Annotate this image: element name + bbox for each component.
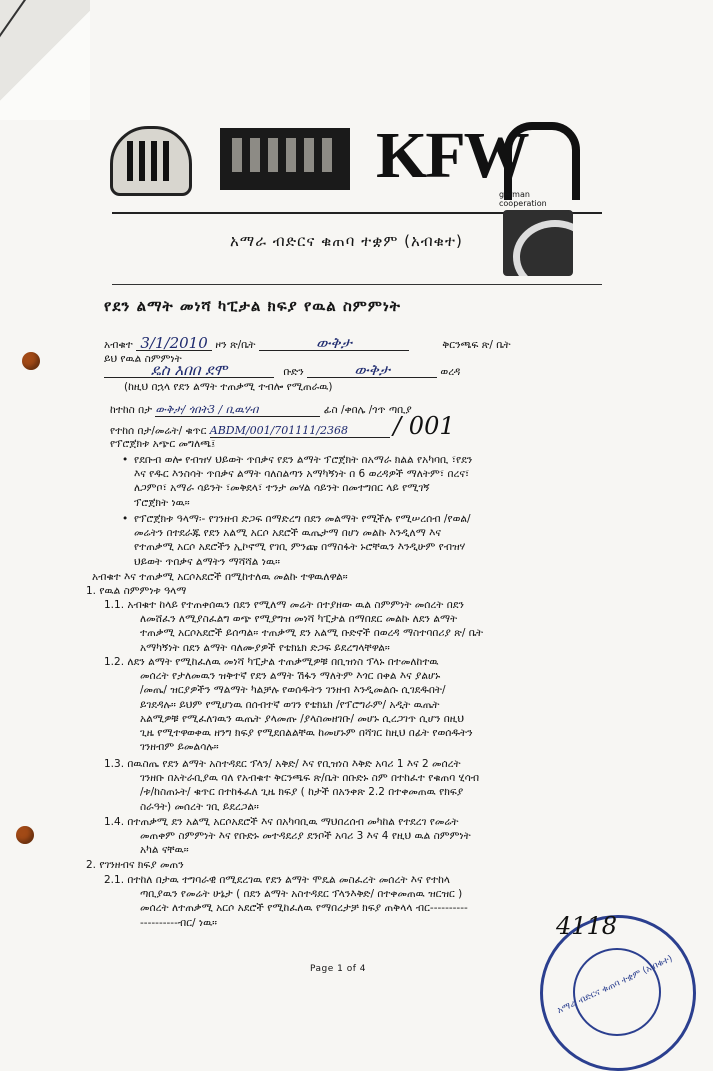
form-line-4: (ከዚህ በኋላ የደን ልማት ተጠቃሚ ተብሎ የሚጠራዉ)	[124, 381, 333, 393]
header-rule-bottom	[112, 284, 602, 285]
form-line-2: ይህ የዉል ስምምነት	[104, 353, 182, 365]
sponsor-logos	[110, 119, 590, 208]
building-logo	[220, 128, 350, 190]
amhara-region-emblem	[110, 126, 192, 196]
bullet-line: የተጠቃሚ አርሶ አደሮችን ኢኮኖሚ የገቢ ምንጩ በማስፋት ኑሮቸዉን እንዲሁም የብዝሃ	[134, 541, 466, 554]
clause-1-3: 1.3. በዉስጤ የደን ልማት አስተዳደር ፕላን/ አቅድ/ እና የቢዝነስ እቅድ አባሪ 1 እና 2 መሰረት ገንዘቡ በአትራቢያዉ ባለ የአብቁተ ቅርንጫፍ ጽ/ቤት በቡድኑ ስም በተከፈተ የቁጠባ ሂሳብ /ቱ/ከስጠኑት/ ቁጥር በተከፋፈለ ጊዜ ክፍያ ( ከታች በአንቀጽ 2.2 በተቀመጠዉ የክፍያ ስራዓት) መሰረት ገቢ ይደረጋል።	[104, 758, 480, 813]
stamp-text: አማራ ብድርና ቁጠባ ተቋም (አብቁተ)	[555, 953, 675, 1017]
bullet-line: ህይወት ጥበቃና ልማትን ማሻሻል ነዉ።	[134, 555, 280, 568]
form-line-6: የተከሰ በታ/መሬት/ ቁጥር ABDM/001/701111/2368 / 001	[110, 412, 455, 440]
folded-corner	[0, 0, 90, 120]
bullet-line: • የፕሮጀክቱ ዓላማ፡- የገንዘብ ድጋፍ በማድረግ በደን መልማት የሚችሉ የሚሠረሰብ /የወል/	[134, 512, 471, 526]
bullet-line: መሬትን በተደራጁ የደን አልሚ አርሶ አደሮች ዉጤታማ በሆነ መልኩ እንዲለማ እና	[134, 527, 441, 540]
form-line-5: ከተከስ በታ ውቅታ/ ጎበት3 / ቢዉሃብ ፊስ /ቀበሌ /ጎጥ ጣቢያ	[110, 403, 412, 416]
plot-number-field: ABDM/001/701111/2368	[210, 424, 390, 438]
clause-1-4: 1.4. በተጠቃሚ ደን አልሚ አርሶአደሮች እና በአካባቢዉ ማህበረሰብ መካከል የተደረገ የመሬት መጠቀም ስምምነት እና የቡድኑ መተዳደሪያ ደንቦች አባሪ 3 እና 4 የዚህ ዉል ስምምነት አካል ናቸዉ።	[104, 816, 471, 857]
form-line-1: አብቁተ 3/1/2010 ዞን ጽ/ቤት ውቅታ ቅርንጫፍ ጽ/ ቤት	[104, 334, 511, 352]
punch-hole	[16, 826, 34, 844]
german-cooperation-logo	[504, 122, 580, 200]
name-field: ዴስ እበበ ደሞ	[104, 364, 274, 378]
agreement-intro: አብቁተ እና ተጠቃሚ አርሶአደሮች በሚከተለዉ መልኩ ተዋዉለዋል።	[92, 571, 348, 583]
acsi-logo	[503, 210, 573, 276]
group-field: ውቅታ	[307, 364, 437, 378]
form-line-3: ዴስ እበበ ደሞ ቡድን ውቅታ ወረዳ	[104, 364, 460, 379]
page-number: Page 1 of 4	[310, 964, 366, 974]
document-title: የደን ልማት መነሻ ካፒታል ክፍያ የዉል ስምምነት	[104, 297, 401, 315]
clause-1-2: 1.2. ለደን ልማት የሚከፈለዉ መነሻ ካፒታል ተጠቃሚዎቹ በቢዝነስ ፕላኑ በተመለከተዉ መሰረት የታለመዉን ዝቅተኛ የደን ልማት ሽፋን ማለትም እጎር በቀል እና ያልሆኑ /መጤ/ ዝርያዎችን ማልማት ካልቻሉ የወሰዱትን ገንዘብ እንዲመልሱ ሲገደዱበት/ ይገደዳሉ። ይህም የሚሆነዉ በሰብተኛ ወገን የቴክኒክ /የፕሮግራም/ አዲት ዉጤት አልሚዎቹ የሚፈለገዉን ዉጤት ያላመጡ /ያላስመዘገቡ/ መሆኑ ሲረጋገጥ ሲሆን በዚህ ጊዜ የሚተዋወቀዉ ዘንግ ክፍያ የሚደበልልቸዉ ከመሆኑም በሻገር ከዚህ በፊት የወሰዱትን ገንዘብም ይመልሳሉ።	[104, 656, 473, 754]
plot-serial: / 001	[393, 412, 455, 440]
bullet-line: • የደቡብ ወሎ የብዝሃ ህይወት ጥበቃና የደን ልማት ፕሮጀክት በአማራ ክልል የአካባቢ ፣የደን	[134, 453, 472, 467]
section-2-title: 2. የገንዘብና ክፍያ መጠን	[86, 859, 184, 871]
location-field: ውቅታ/ ጎበት3 / ቢዉሃብ	[155, 403, 320, 417]
clause-2-1: 2.1. በተከለ በታዉ ተግባራዊ በሚደረገዉ የደን ልማት ሞዴል መስፈረት መሰረት እና የተከላ ጣቢያዉን የመሬት ሁኔታ ( በደን ልማት አስተዳደር ፕላንእቅድ/ በተቀመጠዉ ዝርዝር ) መሰረት ለተጠቃሚ አርሶ አደሮች የሚከፈለዉ የማበረታቻ ክፍያ ጠቅላላ ብር---------- ----------ብር/ ነዉ።	[104, 874, 468, 929]
organization-name: አማራ ብድርና ቁጠባ ተቋም (አብቁተ)	[230, 232, 463, 250]
section-1-title: 1. የዉል ስምምነቱ ዓላማ	[86, 585, 187, 597]
zone-field: ውቅታ	[259, 337, 409, 351]
german-cooperation-text: german cooperation	[499, 190, 547, 208]
kfw-logo: KFW	[376, 119, 528, 192]
clause-1-1: 1.1. አብቁተ ከላይ የተጠቀሰዉን በደን የሚለማ መሬት በተያዘው ዉል ስምምነት መሰረት በደን ለመሸፈን ለሚያስፈልግ ወጭ የሚያግዝ መነሻ ካፒታል በማበደር መልኩ ለደን ልማት ተጠቃሚ አርሶአደሮች ይሰጣል። ተጠቃሚ ደን አልሚ ቡድኖች በወረዳ ማስተባበሪያ ጽ/ ቤት አማካኝነት በደን ልማት ባለሙያዎች የቴክኒክ ድጋፍ ይደረግላቸዋል።	[104, 599, 484, 654]
bullet-line: ለጋምቦ፣ አማራ ሳይንት ፣መቅደላ፣ ተንታ መሃል ሳይንት በመተግበር ላይ የሚገኝ	[134, 482, 430, 495]
punch-hole	[22, 352, 40, 370]
project-summary-heading: የፕሮጀክቱ አጭር መግለጫ፤	[110, 438, 216, 450]
bullet-project-description	[134, 453, 472, 510]
handwritten-amount: 4118	[556, 912, 618, 940]
bullet-project-objective	[134, 512, 471, 569]
bullet-line: እና የዱር እንስሳት ጥበቃና ልማት ባለስልጣን አማካኝነት በ 6 ወረዳዎች ማለትም፣ በረና፣	[134, 468, 470, 481]
bullet-line: ፕሮጀክት ነዉ።	[134, 496, 190, 509]
date-field: 3/1/2010	[136, 337, 212, 351]
